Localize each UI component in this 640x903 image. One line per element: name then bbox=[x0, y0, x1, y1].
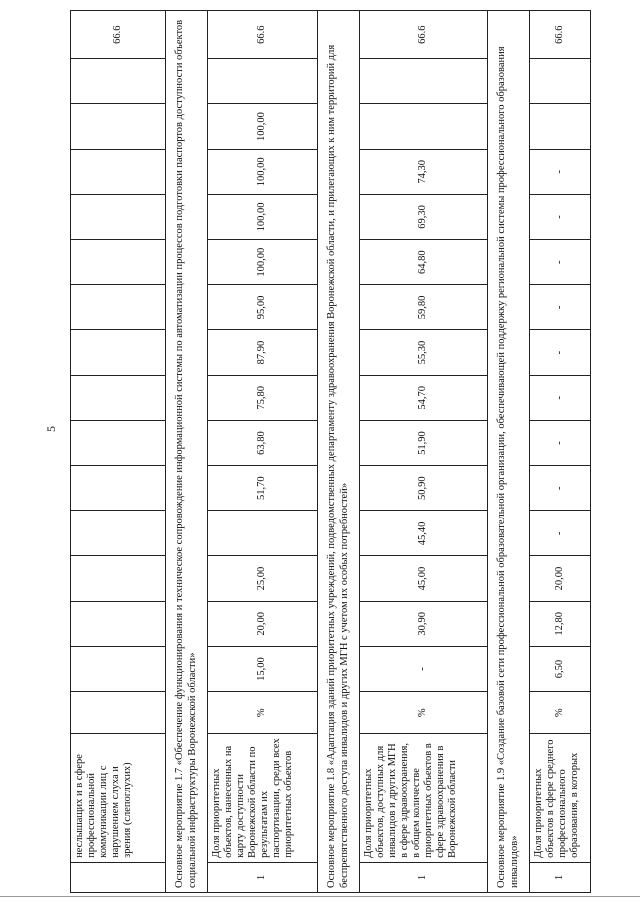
value-cell: 51,90 bbox=[360, 420, 488, 465]
value-cell: - bbox=[530, 420, 591, 465]
value-cell: - bbox=[530, 240, 591, 285]
value-cell bbox=[360, 104, 488, 149]
value-cell bbox=[71, 194, 166, 239]
last-value-cell: 66.6 bbox=[530, 11, 591, 59]
last-value-cell: 66.6 bbox=[71, 11, 166, 59]
value-cell: 45,40 bbox=[360, 511, 488, 556]
value-cell bbox=[360, 59, 488, 104]
rotated-table-container bbox=[70, 10, 590, 893]
value-cell bbox=[71, 104, 166, 149]
value-cell: 51,70 bbox=[208, 466, 318, 511]
page-bottom-rule bbox=[0, 896, 640, 897]
value-cell: 15,00 bbox=[208, 646, 318, 691]
value-cell: - bbox=[360, 646, 488, 691]
row-number: 1 bbox=[208, 862, 318, 892]
value-cell bbox=[530, 59, 591, 104]
value-cell: - bbox=[530, 194, 591, 239]
value-cell: 100,00 bbox=[208, 104, 318, 149]
indicators-table bbox=[70, 10, 591, 893]
section-title: Основное мероприятие 1.8 «Адаптация зданий приоритетных учреждений, подведомственных департаменту здравоохранения Воронежской области, и прилегающих к ним территорий для беспрепятственного доступа инвалидов и других МГН с учетом их особых потребностей» bbox=[318, 11, 360, 893]
value-cell: 87,90 bbox=[208, 330, 318, 375]
value-cell: 12,80 bbox=[530, 601, 591, 646]
value-cell bbox=[530, 104, 591, 149]
section-title: Основное мероприятие 1.7 «Обеспечение функционирования и техническое сопровождение информационной системы по автоматизации процессов подготовки паспортов доступности объектов социальной инфраструктуры Воронежской области» bbox=[166, 11, 208, 893]
value-cell: - bbox=[530, 375, 591, 420]
row-number bbox=[71, 862, 166, 892]
value-cell bbox=[71, 511, 166, 556]
value-cell: - bbox=[530, 511, 591, 556]
value-cell bbox=[208, 511, 318, 556]
value-cell: 25,00 bbox=[208, 556, 318, 601]
value-cell: 100,00 bbox=[208, 240, 318, 285]
value-cell: - bbox=[530, 285, 591, 330]
value-cell: - bbox=[530, 330, 591, 375]
indicator-name: Доля приоритетных объектов, нанесенных на карту доступности Воронежской области по результатам их паспортизации, среди всех приоритетных объектов bbox=[208, 734, 318, 863]
value-cell: - bbox=[530, 466, 591, 511]
row-number: 1 bbox=[530, 862, 591, 892]
last-value-cell: 66.6 bbox=[208, 11, 318, 59]
page-number: 5 bbox=[44, 426, 58, 432]
value-cell: 95,00 bbox=[208, 285, 318, 330]
table-row bbox=[208, 11, 318, 893]
value-cell bbox=[71, 330, 166, 375]
row-number: 1 bbox=[360, 862, 488, 892]
value-cell bbox=[71, 466, 166, 511]
value-cell: 50,90 bbox=[360, 466, 488, 511]
table-row bbox=[360, 11, 488, 893]
value-cell bbox=[71, 285, 166, 330]
value-cell: 20,00 bbox=[208, 601, 318, 646]
value-cell bbox=[208, 59, 318, 104]
indicator-name: Доля приоритетных объектов в сфере среднего профессионального образования, в которых bbox=[530, 734, 591, 863]
section-row bbox=[166, 11, 208, 893]
value-cell: 54,70 bbox=[360, 375, 488, 420]
section-row bbox=[318, 11, 360, 893]
value-cell bbox=[71, 149, 166, 194]
value-cell: 74,30 bbox=[360, 149, 488, 194]
unit-cell: % bbox=[208, 692, 318, 734]
table-row bbox=[71, 11, 166, 893]
value-cell bbox=[71, 240, 166, 285]
value-cell bbox=[71, 375, 166, 420]
value-cell: 100,00 bbox=[208, 149, 318, 194]
value-cell: 6,50 bbox=[530, 646, 591, 691]
value-cell: 100,00 bbox=[208, 194, 318, 239]
value-cell: 30,90 bbox=[360, 601, 488, 646]
value-cell: 20,00 bbox=[530, 556, 591, 601]
value-cell bbox=[71, 59, 166, 104]
value-cell bbox=[71, 601, 166, 646]
value-cell bbox=[71, 420, 166, 465]
indicator-name: неслышащих и в сфере профессиональной коммуникации лиц с нарушением слуха и зрения (слепоглухих) bbox=[71, 734, 166, 863]
table-row bbox=[530, 11, 591, 893]
value-cell: 69,30 bbox=[360, 194, 488, 239]
unit-cell: % bbox=[530, 692, 591, 734]
unit-cell bbox=[71, 692, 166, 734]
value-cell: 75,80 bbox=[208, 375, 318, 420]
value-cell: 59,80 bbox=[360, 285, 488, 330]
value-cell: 45,00 bbox=[360, 556, 488, 601]
section-title: Основное мероприятие 1.9 «Создание базовой сети профессиональной образовательной организации, обеспечивающей поддержку региональной системы профессионального образования инвалидов» bbox=[488, 11, 530, 893]
value-cell bbox=[71, 646, 166, 691]
last-value-cell: 66.6 bbox=[360, 11, 488, 59]
value-cell: 55,30 bbox=[360, 330, 488, 375]
value-cell: 64,80 bbox=[360, 240, 488, 285]
value-cell: - bbox=[530, 149, 591, 194]
unit-cell: % bbox=[360, 692, 488, 734]
value-cell: 63,80 bbox=[208, 420, 318, 465]
value-cell bbox=[71, 556, 166, 601]
section-row bbox=[488, 11, 530, 893]
indicator-name: Доля приоритетных объектов, доступных для инвалидов и других МГН в сфере здравоохранения, в общем количестве приоритетных объектов в сфере здравоохранения в Воронежской области bbox=[360, 734, 488, 863]
